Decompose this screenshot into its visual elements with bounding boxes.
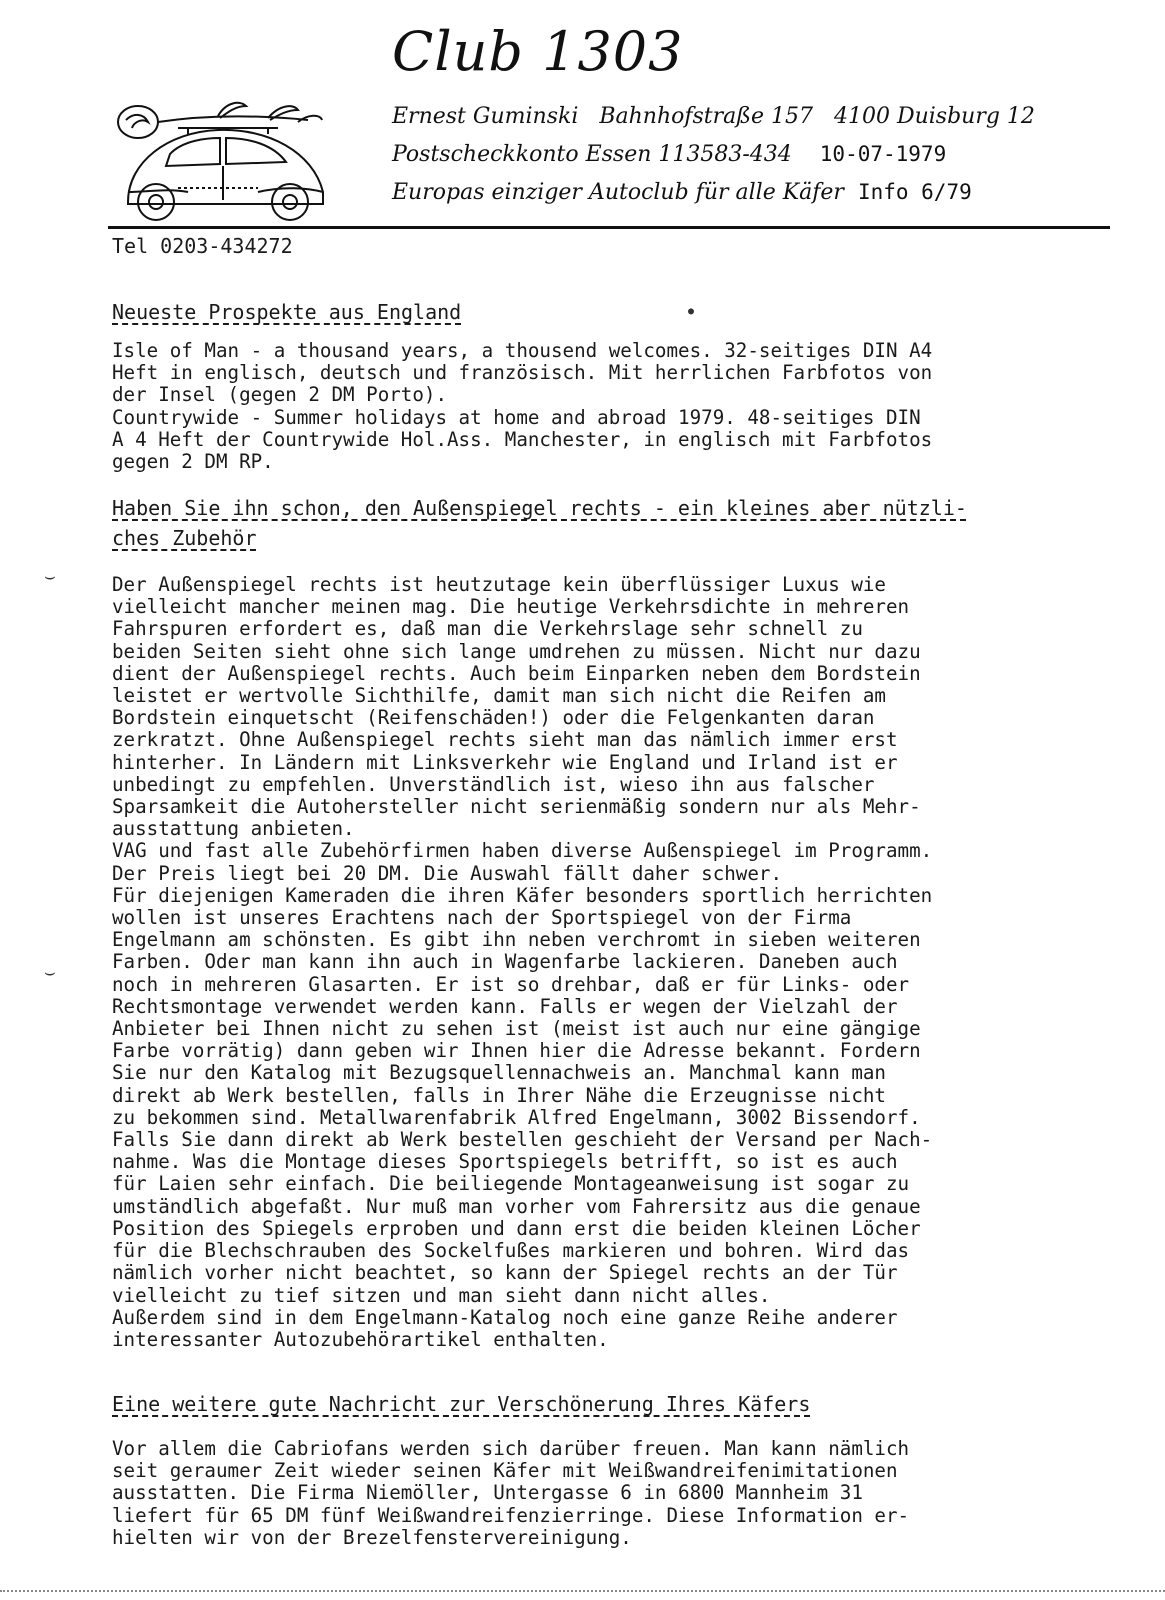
club-slogan: Europas einziger Autoclub für alle Käfer xyxy=(392,180,844,205)
punch-mark: ⌣ xyxy=(44,962,56,983)
section-paragraph: Der Außenspiegel rechts ist heutzutage kein überflüssiger Luxus wie vielleicht mancher meinen mag. Die heutige Verkehrsdichte in mehreren Fahrspuren erfordert es, daß man die Verkehrslage sehr schnell zu beiden Seiten sieht ohne sich lange umdrehen zu müssen. Nicht nur dazu dient der Außenspiegel rechts. Auch beim Einparken neben dem Bordstein leistet er wertvolle Sichthilfe, damit man sich nicht die Reifen am Bordstein einquetscht (Reifenschäden!) oder die Felgenkanten daran zerkratzt. Ohne Außenspiegel rechts sieht man das nämlich immer erst hinterher. In Ländern mit Linksverkehr wie England und Irland ist er unbedingt zu empfehlen. Unverständlich ist, wieso ihn aus falscher Sparsamkeit die Autohersteller nicht serienmäßig sondern nur als Mehr- ausstattung anbieten. VAG und fast alle Zubehörfirmen haben diverse Außenspiegel im Programm. Der Preis liegt bei 20 DM. Die Auswahl fällt daher schwer. Für diejenigen Kameraden die ihren Käfer besonders sportlich herrichten wollen ist unseres Erachtens nach der Sportspiegel von der Firma Engelmann am schönsten. Es gibt ihn neben verchromt in sieben weiteren Farben. Oder man kann ihn auch in Wagenfarbe lackieren. Daneben auch noch in mehreren Glasarten. Er ist so drehbar, daß er für Links- oder Rechtsmontage verwendet werden kann. Falls er wegen der Vielzahl der Anbieter bei Ihnen nicht zu sehen ist (meist ist auch nur eine gängige Farbe vorrätig) dann geben wir Ihnen hier die Adresse bekannt. Fordern Sie nur den Katalog mit Bezugsquellennachweis an. Manchmal kann man direkt ab Werk bestellen, falls in Ihrer Nähe die Erzeugnisse nicht zu bekommen sind. Metallwarenfabrik Alfred Engelmann, 3002 Bissendorf. Falls Sie dann direkt ab Werk bestellen geschieht der Versand per Nach- nahme. Was die Montage dieses Sportspiegels betrifft, so ist es auch für Laien sehr einfach. Die beiliegende Montageanweisung ist sogar zu umständlich abgefaßt. Nur muß man vorher vom Fahrersitz aus die genaue Position des Spiegels erproben und dann erst die beiden kleinen Löcher für die Blechschrauben des Sockelfußes markieren und bohren. Wird das nämlich vorher nicht beachtet, so kann der Spiegel rechts an der Tür vielleicht zu tief sitzen und man sieht dann nicht alles. Außerdem sind in dem Engelmann-Katalog noch eine ganze Reihe anderer interessanter Autozubehörartikel enthalten. xyxy=(112,573,933,1351)
section-heading: Eine weitere gute Nachricht zur Verschönerung Ihres Käfers xyxy=(112,1392,811,1416)
section-paragraph: Vor allem die Cabriofans werden sich darüber freuen. Man kann nämlich seit geraumer Zeit wieder seinen Käfer mit Weißwandreifenimitationen ausstatten. Die Firma Niemöller, Untergasse 6 in 6800 Mannheim 31 liefert für 65 DM fünf Weißwandreifenzierringe. Diese Information er- hielten wir von der Brezelfenstervereinigung. xyxy=(112,1437,910,1549)
section-heading: Neueste Prospekte aus England xyxy=(112,300,462,324)
telephone: Tel 0203-434272 xyxy=(112,234,293,258)
address-city: 4100 Duisburg 12 xyxy=(833,104,1035,129)
postscheck-account: Postscheckkonto Essen 113583-434 xyxy=(392,142,792,167)
postscheck-line xyxy=(392,142,946,167)
address-street: Bahnhofstraße 157 xyxy=(599,104,813,129)
address-line xyxy=(392,104,1035,129)
slogan-line xyxy=(392,180,972,205)
section-paragraph: Isle of Man - a thousand years, a thousend welcomes. 32-seitiges DIN A4 Heft in englisch, deutsch und französisch. Mit herrlichen Farbfotos von der Insel (gegen 2 DM Porto). Countrywide - Summer holidays at home and abroad 1979. 48-seitiges DIN A 4 Heft der Countrywide Hol.Ass. Manchester, in englisch mit Farbfotos gegen 2 DM RP. xyxy=(112,339,933,474)
punch-mark: ⌣ xyxy=(44,566,56,587)
club-title: Club 1303 xyxy=(392,20,684,83)
address-name: Ernest Guminski xyxy=(392,104,579,129)
letter-date: 10-07-1979 xyxy=(819,142,947,166)
beetle-car-logo xyxy=(108,92,340,224)
ink-dot: ● xyxy=(688,306,695,317)
section-heading-continued: ches Zubehör xyxy=(112,526,257,550)
bottom-edge xyxy=(0,1590,1165,1592)
info-number: Info 6/79 xyxy=(857,180,972,204)
section-heading: Haben Sie ihn schon, den Außenspiegel rechts - ein kleines aber nützli- xyxy=(112,496,967,520)
header-divider xyxy=(108,226,1110,229)
